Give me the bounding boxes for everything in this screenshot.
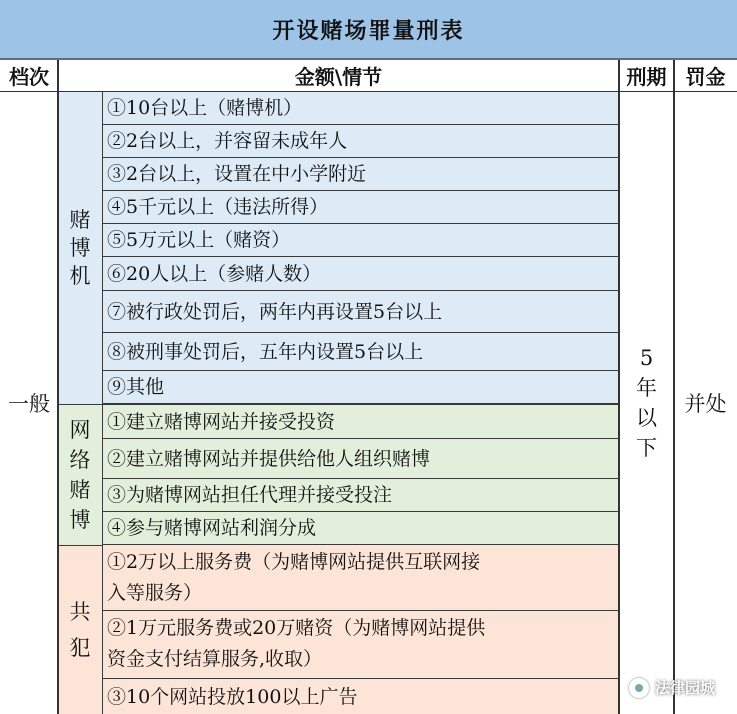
table-row: ⑥20人以上（参赌人数）	[102, 257, 619, 291]
table-row: ⑨其他	[102, 371, 619, 404]
table-row	[102, 545, 619, 611]
group-label-accomplice	[58, 545, 102, 714]
label-char: 犯	[69, 635, 91, 660]
row-line: ②1万元服务费或20万赌资（为赌博网站提供	[107, 617, 486, 639]
grid-line	[618, 60, 620, 714]
fine-cell: 并处	[684, 392, 727, 416]
label-char: 网	[69, 417, 91, 442]
label-char: 赌	[69, 208, 91, 232]
wechat-logo-icon	[629, 678, 649, 698]
header-term: 刑期	[619, 60, 674, 92]
table-row: ②建立赌博网站并提供给他人组织赌博	[102, 439, 619, 479]
table-row: ⑦被行政处罚后，两年内再设置5台以上	[102, 291, 619, 333]
term-char: 年	[636, 376, 657, 400]
watermark	[629, 677, 715, 698]
table-row	[102, 611, 619, 679]
tier-cell: 一般	[8, 392, 50, 416]
table-row: ③为赌博网站担任代理并接受投注	[102, 479, 619, 512]
grid-line	[673, 60, 675, 714]
grid-line	[57, 60, 59, 714]
table-row: ①建立赌博网站并接受投资	[102, 404, 619, 439]
table-row: ①10台以上（赌博机）	[102, 92, 619, 125]
group-label-online	[58, 404, 102, 545]
table-row: ④参与赌博网站利润分成	[102, 512, 619, 545]
label-char: 博	[69, 507, 91, 532]
header-tier: 档次	[0, 60, 58, 92]
term-char: 下	[636, 436, 657, 460]
table-row: ③10个网站投放100以上广告	[102, 679, 619, 714]
table-row: ②2台以上，并容留未成年人	[102, 125, 619, 158]
header-amount: 金额\情节	[58, 60, 619, 92]
label-char: 赌	[69, 477, 91, 502]
term-char: 5	[639, 346, 654, 370]
table-title: 开设赌场罪量刑表	[0, 0, 737, 60]
label-char: 共	[69, 599, 91, 624]
row-line: ①2万以上服务费（为赌博网站提供互联网接	[107, 551, 481, 573]
term-cell	[619, 92, 674, 714]
label-char: 络	[69, 447, 91, 472]
table-row: ④5千元以上（违法所得）	[102, 191, 619, 224]
table-row: ⑧被刑事处罚后，五年内设置5台以上	[102, 333, 619, 371]
watermark-text: 法律园城	[654, 679, 715, 697]
label-char: 机	[69, 264, 91, 288]
term-char: 以	[636, 406, 657, 430]
row-line: 资金支付结算服务,收取）	[107, 648, 323, 670]
group-label-machine	[58, 92, 102, 404]
row-line: 入等服务）	[107, 582, 203, 604]
label-char: 博	[69, 236, 91, 260]
header-fine: 罚金	[674, 60, 737, 92]
table-row: ③2台以上，设置在中小学附近	[102, 158, 619, 191]
table-row: ⑤5万元以上（赌资）	[102, 224, 619, 257]
